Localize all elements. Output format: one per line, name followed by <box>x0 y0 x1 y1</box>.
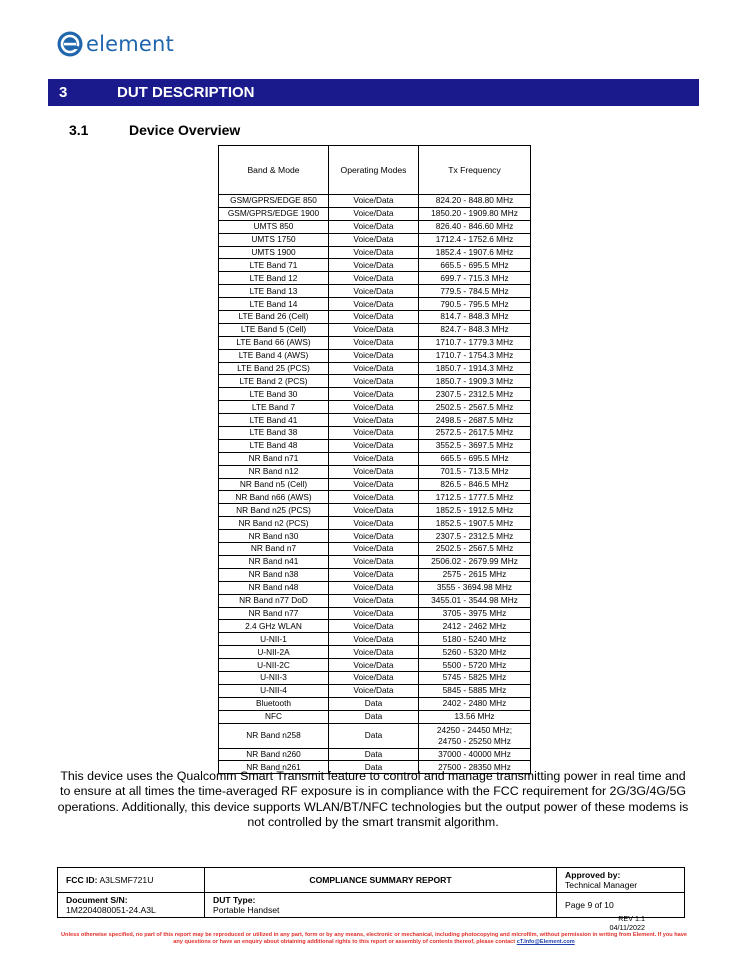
table-row <box>219 336 531 349</box>
tx-frequency-cell: 5500 - 5720 MHz <box>419 659 531 672</box>
band-mode-cell: LTE Band 26 (Cell) <box>219 311 329 324</box>
table-row <box>219 388 531 401</box>
operating-mode-cell: Data <box>329 710 419 723</box>
operating-mode-cell: Voice/Data <box>329 646 419 659</box>
operating-mode-cell: Voice/Data <box>329 336 419 349</box>
tx-frequency-cell: 2307.5 - 2312.5 MHz <box>419 388 531 401</box>
tx-frequency-cell: 1852.5 - 1907.5 MHz <box>419 517 531 530</box>
table-row <box>219 349 531 362</box>
document-sn-value: 1M2204080051-24.A3L <box>66 905 156 915</box>
band-mode-cell: GSM/GPRS/EDGE 850 <box>219 195 329 208</box>
fcc-id-cell <box>58 868 205 893</box>
revision-date: 04/11/2022 <box>609 923 645 932</box>
tx-frequency-cell: 824.7 - 848.3 MHz <box>419 323 531 336</box>
tx-frequency-cell: 1712.5 - 1777.5 MHz <box>419 491 531 504</box>
section-header <box>48 79 699 106</box>
subsection-title: Device Overview <box>129 122 241 138</box>
tx-frequency-cell: 1852.4 - 1907.6 MHz <box>419 246 531 259</box>
band-mode-cell: NR Band n2 (PCS) <box>219 517 329 530</box>
operating-mode-cell: Voice/Data <box>329 401 419 414</box>
device-description: This device uses the Qualcomm Smart Transmit feature to control and manage transmitting power in real time and to ensure at all times the time-averaged RF exposure is in compliance with the FCC requirement for 2G/3G/4G/5G operations. Additionally, this device supports WLAN/BT/NFC technologies but the output power of these modems is not controlled by the smart transmit algorithm. <box>57 769 689 830</box>
tx-frequency-cell: 5745 - 5825 MHz <box>419 671 531 684</box>
operating-mode-cell: Voice/Data <box>329 543 419 556</box>
tx-frequency-cell: 2307.5 - 2312.5 MHz <box>419 530 531 543</box>
band-mode-cell: Bluetooth <box>219 697 329 710</box>
band-mode-cell: LTE Band 7 <box>219 401 329 414</box>
tx-frequency-cell: 779.5 - 784.5 MHz <box>419 285 531 298</box>
operating-mode-cell: Voice/Data <box>329 671 419 684</box>
table-row <box>219 272 531 285</box>
operating-mode-cell: Voice/Data <box>329 362 419 375</box>
operating-mode-cell: Voice/Data <box>329 349 419 362</box>
tx-frequency-cell: 13.56 MHz <box>419 710 531 723</box>
subsection-header <box>69 122 241 138</box>
tx-frequency-cell: 2506.02 - 2679.99 MHz <box>419 555 531 568</box>
tx-frequency-cell: 826.5 - 846.5 MHz <box>419 478 531 491</box>
table-row <box>219 233 531 246</box>
operating-mode-cell: Voice/Data <box>329 195 419 208</box>
band-mode-cell: U-NII-3 <box>219 671 329 684</box>
band-table <box>218 145 531 774</box>
table-row <box>219 220 531 233</box>
element-logo <box>57 30 174 58</box>
band-mode-cell: NR Band n7 <box>219 543 329 556</box>
table-row <box>219 684 531 697</box>
table-row <box>219 259 531 272</box>
tx-frequency-cell: 3455.01 - 3544.98 MHz <box>419 594 531 607</box>
tx-frequency-cell: 2575 - 2615 MHz <box>419 568 531 581</box>
table-row <box>219 723 531 748</box>
band-table-body <box>219 195 531 774</box>
tx-frequency-cell: 3555 - 3694.98 MHz <box>419 581 531 594</box>
tx-frequency-cell: 3705 - 3975 MHz <box>419 607 531 620</box>
band-mode-cell: LTE Band 30 <box>219 388 329 401</box>
report-title: COMPLIANCE SUMMARY REPORT <box>205 868 557 893</box>
band-mode-cell: LTE Band 12 <box>219 272 329 285</box>
band-mode-cell: U-NII-1 <box>219 633 329 646</box>
operating-mode-cell: Voice/Data <box>329 465 419 478</box>
document-sn-cell <box>58 893 205 918</box>
tx-frequency-cell: 2498.5 - 2687.5 MHz <box>419 414 531 427</box>
operating-mode-cell: Data <box>329 723 419 748</box>
tx-frequency-cell: 824.20 - 848.80 MHz <box>419 195 531 208</box>
table-row <box>219 285 531 298</box>
table-row <box>219 659 531 672</box>
disclaimer-text: Unless otherwise specified, no part of this report may be reproduced or utilized in any part, form or by any means, electronic or mechanical, including photocopying and microfilm, without permission in writing from Element. If you have any questions or have an enquiry about obtaining additional rights to this report or assembly of contents thereof, please contact <box>61 932 687 945</box>
tx-frequency-cell: 2502.5 - 2567.5 MHz <box>419 401 531 414</box>
tx-frequency-cell: 27500 - 28350 MHz <box>419 761 531 774</box>
approved-by-cell <box>557 868 685 893</box>
table-row <box>219 671 531 684</box>
operating-mode-cell: Voice/Data <box>329 568 419 581</box>
band-mode-cell: 2.4 GHz WLAN <box>219 620 329 633</box>
operating-mode-cell: Voice/Data <box>329 607 419 620</box>
dut-type-value: Portable Handset <box>213 905 280 915</box>
page-number: Page 9 of 10 <box>557 893 685 918</box>
tx-frequency-cell: 37000 - 40000 MHz <box>419 748 531 761</box>
tx-frequency-cell: 5845 - 5885 MHz <box>419 684 531 697</box>
tx-frequency-cell: 3552.5 - 3697.5 MHz <box>419 439 531 452</box>
table-row <box>219 568 531 581</box>
table-row <box>219 401 531 414</box>
tx-frequency-cell: 1850.20 - 1909.80 MHz <box>419 207 531 220</box>
band-mode-cell: NR Band n41 <box>219 555 329 568</box>
table-row <box>219 465 531 478</box>
document-sn-label: Document S/N: <box>66 895 128 905</box>
revision-number: REV 1.1 <box>618 914 645 923</box>
table-row <box>219 311 531 324</box>
legal-disclaimer <box>56 932 692 946</box>
band-mode-cell: U-NII-2C <box>219 659 329 672</box>
table-row <box>219 452 531 465</box>
fcc-id-value: A3LSMF721U <box>99 875 154 885</box>
table-row <box>219 375 531 388</box>
tx-frequency-cell: 701.5 - 713.5 MHz <box>419 465 531 478</box>
dut-type-label: DUT Type: <box>213 895 256 905</box>
table-row <box>219 633 531 646</box>
band-mode-cell: NR Band n258 <box>219 723 329 748</box>
band-mode-cell: LTE Band 4 (AWS) <box>219 349 329 362</box>
tx-frequency-cell: 790.5 - 795.5 MHz <box>419 298 531 311</box>
section-title: DUT DESCRIPTION <box>117 84 255 101</box>
operating-mode-cell: Voice/Data <box>329 452 419 465</box>
report-footer <box>57 867 685 918</box>
tx-frequency-cell: 1710.7 - 1754.3 MHz <box>419 349 531 362</box>
operating-mode-cell: Voice/Data <box>329 388 419 401</box>
operating-mode-cell: Voice/Data <box>329 311 419 324</box>
tx-frequency-cell: 2502.5 - 2567.5 MHz <box>419 543 531 556</box>
table-row <box>219 594 531 607</box>
section-number: 3 <box>59 84 68 101</box>
operating-mode-cell: Voice/Data <box>329 259 419 272</box>
tx-frequency-cell: 814.7 - 848.3 MHz <box>419 311 531 324</box>
table-row <box>219 620 531 633</box>
operating-mode-cell: Voice/Data <box>329 207 419 220</box>
header-tx-frequency: Tx Frequency <box>419 146 531 195</box>
header-operating-modes: Operating Modes <box>329 146 419 195</box>
table-row <box>219 246 531 259</box>
tx-frequency-cell: 826.40 - 846.60 MHz <box>419 220 531 233</box>
operating-mode-cell: Voice/Data <box>329 375 419 388</box>
band-mode-cell: NR Band n260 <box>219 748 329 761</box>
table-row <box>219 607 531 620</box>
table-row <box>219 517 531 530</box>
table-row <box>219 195 531 208</box>
table-row <box>219 298 531 311</box>
band-mode-cell: U-NII-4 <box>219 684 329 697</box>
operating-mode-cell: Voice/Data <box>329 517 419 530</box>
operating-mode-cell: Data <box>329 748 419 761</box>
tx-frequency-cell: 699.7 - 715.3 MHz <box>419 272 531 285</box>
table-row <box>219 491 531 504</box>
band-mode-cell: LTE Band 25 (PCS) <box>219 362 329 375</box>
element-logo-icon <box>57 31 83 57</box>
table-row <box>219 414 531 427</box>
band-mode-cell: NR Band n48 <box>219 581 329 594</box>
operating-mode-cell: Data <box>329 761 419 774</box>
table-row <box>219 581 531 594</box>
operating-mode-cell: Voice/Data <box>329 414 419 427</box>
operating-mode-cell: Voice/Data <box>329 323 419 336</box>
operating-mode-cell: Voice/Data <box>329 285 419 298</box>
contact-email-link[interactable]: cT.Info@Element.com <box>516 939 575 945</box>
tx-frequency-cell: 665.5 - 695.5 MHz <box>419 452 531 465</box>
band-mode-cell: UMTS 850 <box>219 220 329 233</box>
band-mode-cell: LTE Band 5 (Cell) <box>219 323 329 336</box>
table-row <box>219 555 531 568</box>
tx-frequency-cell: 665.5 - 695.5 MHz <box>419 259 531 272</box>
tx-frequency-cell: 24250 - 24450 MHz; 24750 - 25250 MHz <box>419 723 531 748</box>
fcc-id-label: FCC ID: <box>66 875 98 885</box>
table-row <box>219 543 531 556</box>
band-mode-cell: UMTS 1900 <box>219 246 329 259</box>
tx-frequency-cell: 2412 - 2462 MHz <box>419 620 531 633</box>
operating-mode-cell: Voice/Data <box>329 246 419 259</box>
approved-by-label: Approved by: <box>565 870 621 880</box>
subsection-number: 3.1 <box>69 122 89 138</box>
band-mode-cell: NR Band n38 <box>219 568 329 581</box>
band-mode-cell: LTE Band 38 <box>219 427 329 440</box>
table-row <box>219 697 531 710</box>
tx-frequency-cell: 5180 - 5240 MHz <box>419 633 531 646</box>
band-mode-cell: GSM/GPRS/EDGE 1900 <box>219 207 329 220</box>
table-row <box>219 439 531 452</box>
operating-mode-cell: Voice/Data <box>329 555 419 568</box>
band-mode-cell: NR Band n66 (AWS) <box>219 491 329 504</box>
operating-mode-cell: Voice/Data <box>329 684 419 697</box>
table-row <box>219 362 531 375</box>
tx-frequency-cell: 1712.4 - 1752.6 MHz <box>419 233 531 246</box>
element-logo-text: element <box>86 32 174 56</box>
operating-mode-cell: Voice/Data <box>329 530 419 543</box>
tx-frequency-cell: 2402 - 2480 MHz <box>419 697 531 710</box>
table-row <box>219 748 531 761</box>
band-mode-cell: LTE Band 71 <box>219 259 329 272</box>
operating-mode-cell: Voice/Data <box>329 504 419 517</box>
operating-mode-cell: Voice/Data <box>329 581 419 594</box>
band-mode-cell: NR Band n30 <box>219 530 329 543</box>
table-row <box>219 504 531 517</box>
band-mode-cell: LTE Band 66 (AWS) <box>219 336 329 349</box>
band-mode-cell: LTE Band 48 <box>219 439 329 452</box>
tx-frequency-cell: 1852.5 - 1912.5 MHz <box>419 504 531 517</box>
band-mode-cell: NR Band n5 (Cell) <box>219 478 329 491</box>
band-mode-cell: NR Band n71 <box>219 452 329 465</box>
band-mode-cell: NR Band n12 <box>219 465 329 478</box>
tx-frequency-cell: 1850.7 - 1909.3 MHz <box>419 375 531 388</box>
operating-mode-cell: Voice/Data <box>329 633 419 646</box>
band-mode-cell: NR Band n77 <box>219 607 329 620</box>
operating-mode-cell: Voice/Data <box>329 439 419 452</box>
table-row <box>219 323 531 336</box>
operating-mode-cell: Data <box>329 697 419 710</box>
tx-frequency-cell: 1710.7 - 1779.3 MHz <box>419 336 531 349</box>
table-row <box>219 478 531 491</box>
operating-mode-cell: Voice/Data <box>329 620 419 633</box>
band-mode-cell: NR Band n77 DoD <box>219 594 329 607</box>
band-mode-cell: LTE Band 41 <box>219 414 329 427</box>
operating-mode-cell: Voice/Data <box>329 220 419 233</box>
operating-mode-cell: Voice/Data <box>329 233 419 246</box>
tx-frequency-cell: 5260 - 5320 MHz <box>419 646 531 659</box>
operating-mode-cell: Voice/Data <box>329 491 419 504</box>
band-mode-cell: NFC <box>219 710 329 723</box>
band-mode-cell: NR Band n25 (PCS) <box>219 504 329 517</box>
band-mode-cell: LTE Band 14 <box>219 298 329 311</box>
table-row <box>219 207 531 220</box>
band-mode-cell: UMTS 1750 <box>219 233 329 246</box>
table-row <box>219 646 531 659</box>
operating-mode-cell: Voice/Data <box>329 594 419 607</box>
band-mode-cell: LTE Band 13 <box>219 285 329 298</box>
band-mode-cell: U-NII-2A <box>219 646 329 659</box>
revision-info <box>610 914 645 932</box>
operating-mode-cell: Voice/Data <box>329 478 419 491</box>
tx-frequency-cell: 1850.7 - 1914.3 MHz <box>419 362 531 375</box>
table-row <box>219 427 531 440</box>
band-mode-cell: LTE Band 2 (PCS) <box>219 375 329 388</box>
operating-mode-cell: Voice/Data <box>329 427 419 440</box>
table-row <box>219 530 531 543</box>
operating-mode-cell: Voice/Data <box>329 298 419 311</box>
tx-frequency-cell: 2572.5 - 2617.5 MHz <box>419 427 531 440</box>
band-mode-cell: NR Band n261 <box>219 761 329 774</box>
table-row <box>219 710 531 723</box>
table-header-row <box>219 146 531 195</box>
dut-type-cell <box>205 893 557 918</box>
header-band-mode: Band & Mode <box>219 146 329 195</box>
approved-by-value: Technical Manager <box>565 880 638 890</box>
operating-mode-cell: Voice/Data <box>329 659 419 672</box>
operating-mode-cell: Voice/Data <box>329 272 419 285</box>
